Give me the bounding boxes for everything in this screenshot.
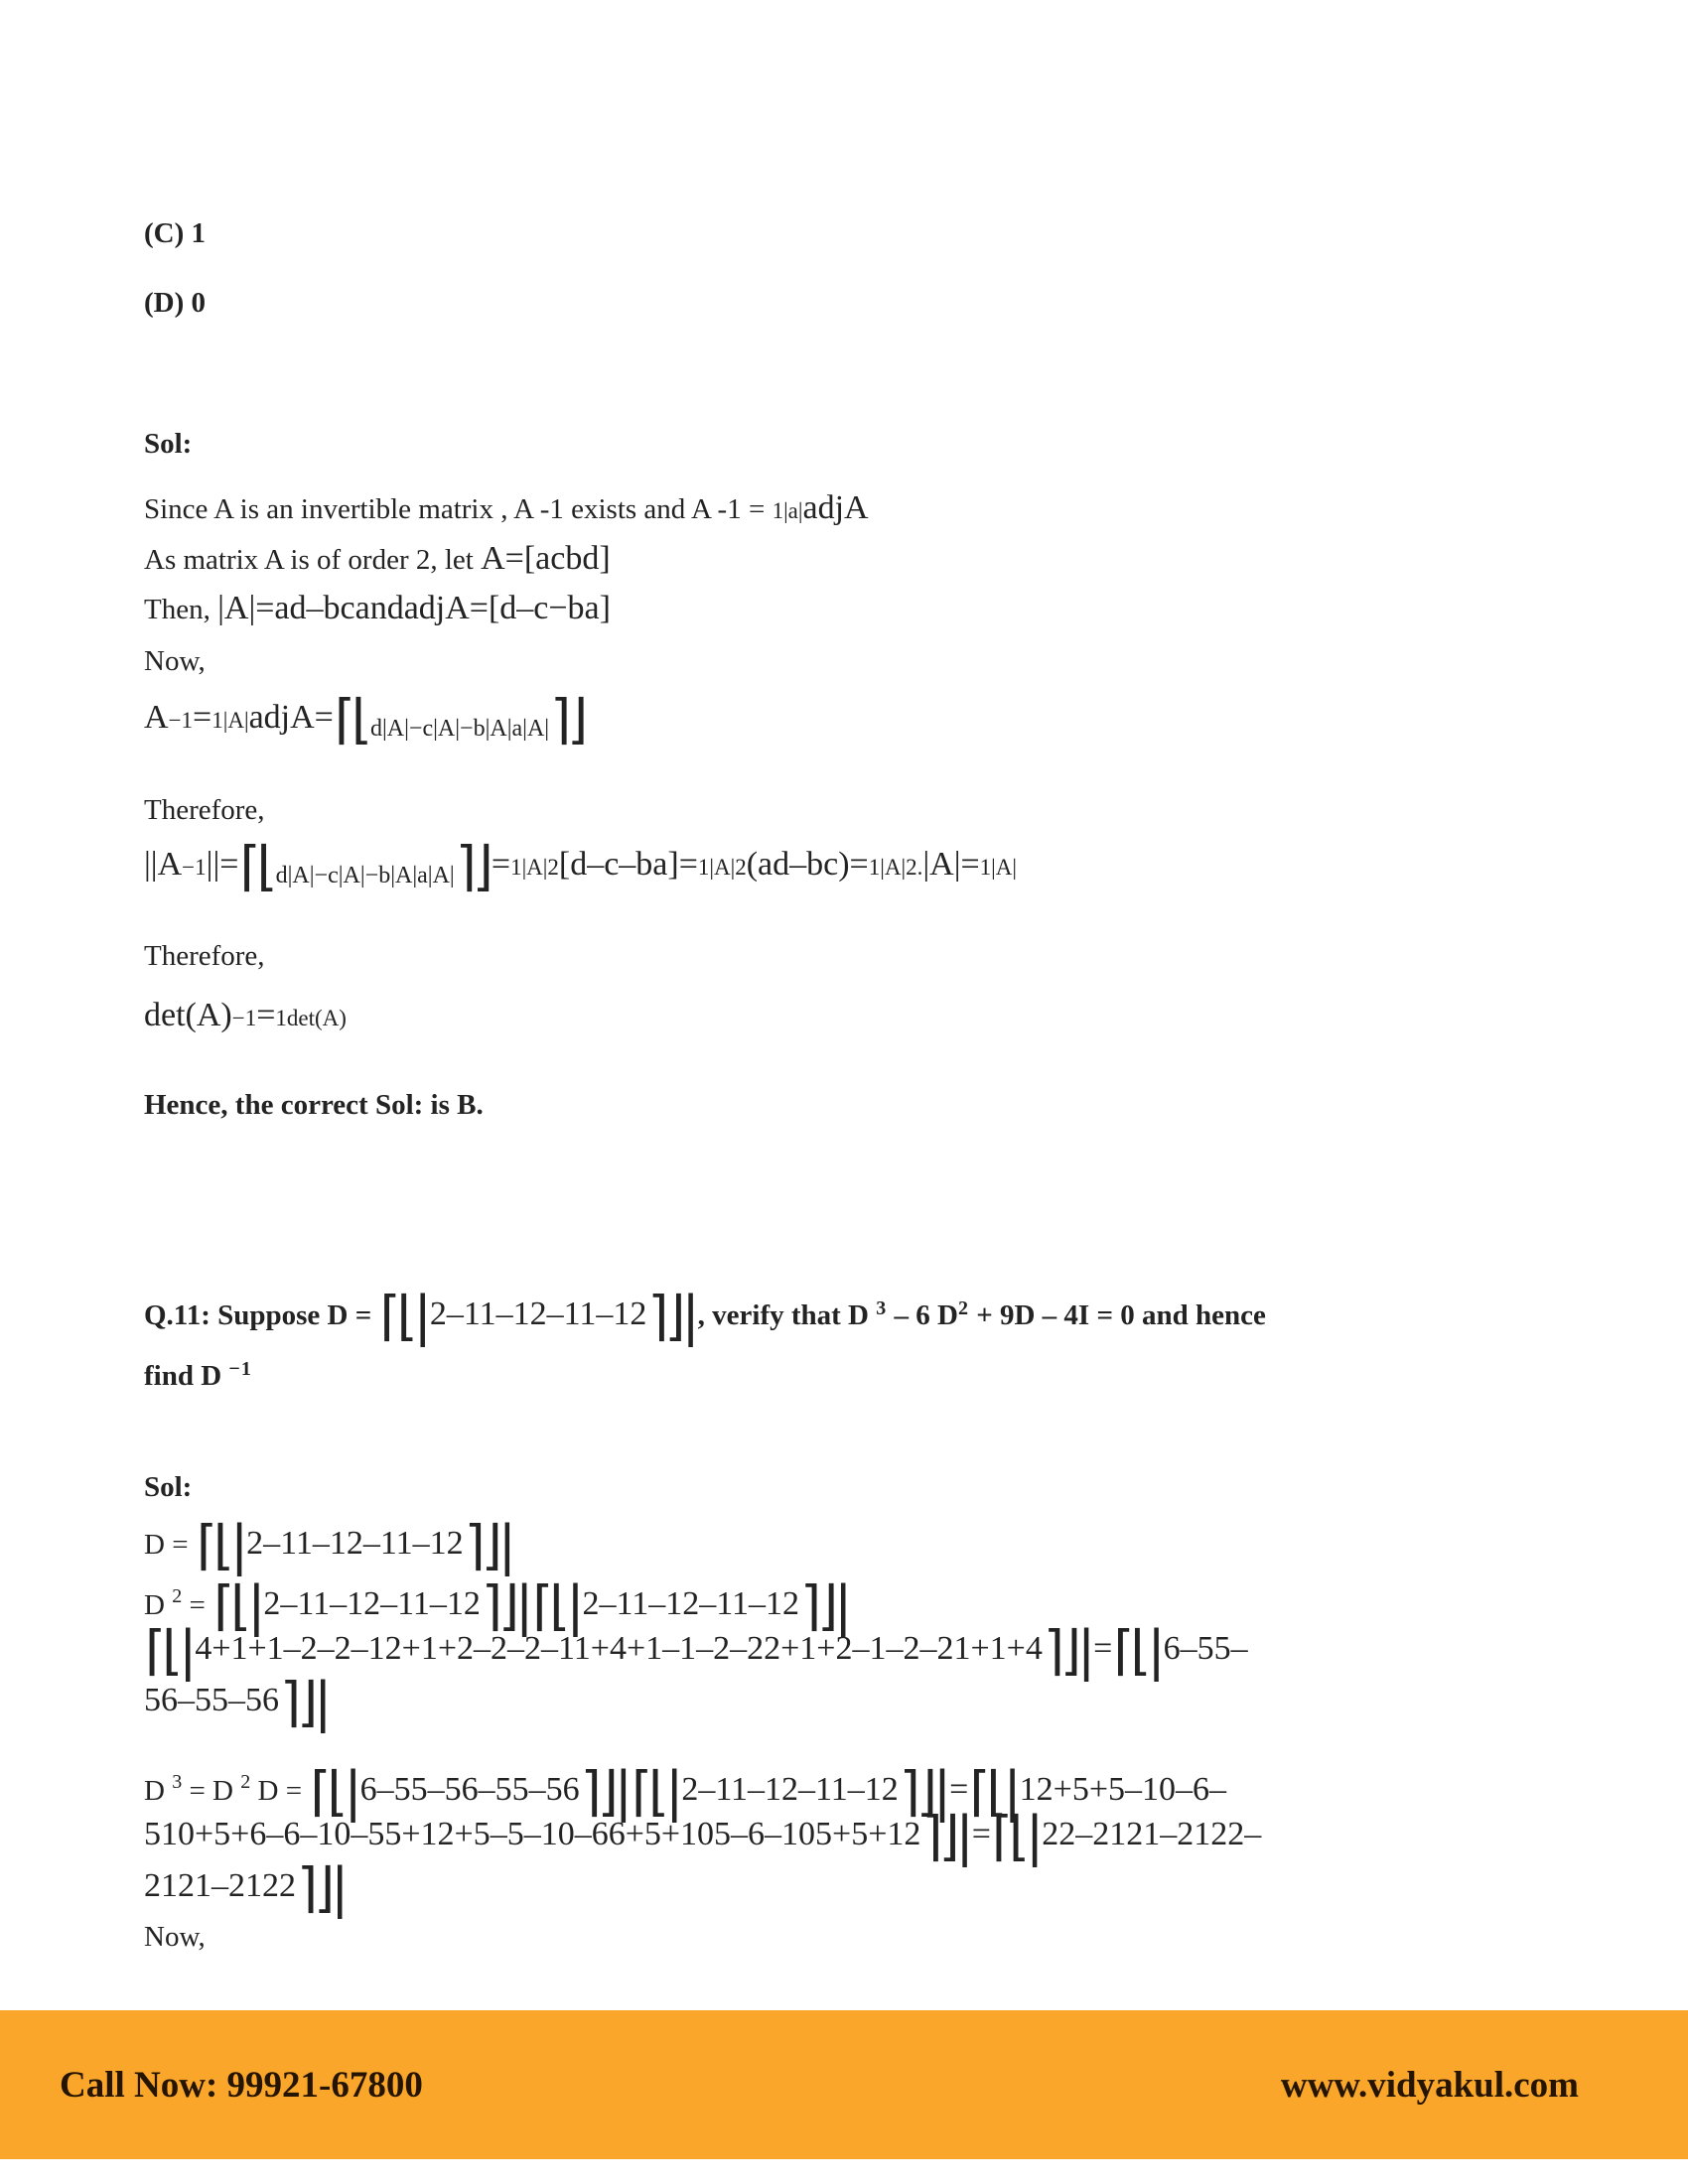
text-run: 3: [172, 1771, 183, 1793]
text-run: −1: [182, 855, 207, 880]
text-run: 2–11–12–11–12: [582, 1585, 800, 1622]
d-line: [144, 1514, 514, 1576]
text-run: Sol:: [144, 1471, 193, 1503]
footer-bar: [0, 2010, 1688, 2159]
matrix-bracket-glyph: ⌉⌋|: [921, 1805, 970, 1867]
text-run: D: [144, 1775, 173, 1807]
text-run: =: [949, 1771, 969, 1808]
text-run: −1: [231, 1006, 257, 1030]
text-run: 2–11–12–11–12: [263, 1585, 481, 1622]
text-run: Therefore,: [144, 940, 265, 972]
matrix-bracket-glyph: ⌈⌊|: [969, 1760, 1018, 1823]
matrix-bracket-glyph: ⌉⌋|: [580, 1760, 629, 1823]
text-run: 2–11–12–11–12: [681, 1771, 899, 1808]
text-run: , verify that D: [697, 1299, 877, 1331]
text-run: ||=: [206, 846, 239, 883]
text-run: ||A: [144, 846, 183, 883]
text-run: D: [144, 1589, 173, 1621]
text-run: + 9D – 4I = 0 and hence: [968, 1299, 1266, 1331]
matrix-bracket-glyph: ⌉⌋|: [297, 1856, 346, 1919]
matrix-bracket-glyph: ⌈⌊|: [532, 1574, 581, 1637]
text-run: Hence, the correct Sol: is B.: [144, 1089, 484, 1121]
matrix-bracket-glyph: ⌉⌋|: [800, 1574, 849, 1637]
text-run: d|A|−c|A|−b|A|a|A|: [275, 863, 455, 888]
text-run: =: [491, 846, 511, 883]
matrix-bracket-glyph: ⌉⌋|: [647, 1285, 696, 1347]
text-run: 2–11–12–11–12: [246, 1525, 464, 1562]
text-run: adjA: [802, 489, 869, 526]
text-run: Therefore,: [144, 794, 265, 826]
matrix-bracket-glyph: ⌉⌋|: [1043, 1619, 1092, 1682]
text-run: A: [144, 699, 169, 736]
text-run: – 6 D: [887, 1299, 958, 1331]
text-run: 4+1+1–2–2–12+1+2–2–2–11+4+1–1–2–22+1+2–1–2–21+1+4: [195, 1630, 1043, 1667]
text-run: =: [1093, 1630, 1113, 1667]
d3-line: [144, 1759, 1226, 1823]
hence-line: [144, 1082, 484, 1133]
text-run: 1|A|2.: [868, 855, 923, 880]
matrix-bracket-glyph: ⌈⌊|: [145, 1619, 194, 1682]
text-run: 56–55–56: [144, 1682, 279, 1718]
therefore-2: [144, 933, 265, 984]
matrix-bracket-glyph: ⌈⌊|: [310, 1760, 358, 1823]
matrix-bracket-glyph: ⌈⌊: [239, 835, 274, 897]
text-run: [d–c–ba]=: [558, 846, 698, 883]
text-run: 2: [957, 1297, 969, 1319]
para-now-1: [144, 638, 206, 689]
text-run: 510+5+6–6–10–55+12+5–5–10–66+5+105–6–105+5+12: [144, 1816, 921, 1852]
text-run: find D: [144, 1360, 229, 1392]
text-run: =: [256, 997, 276, 1033]
text-run: = D: [182, 1775, 241, 1807]
text-run: Q.11: Suppose D =: [144, 1299, 379, 1331]
text-run: Then,: [144, 594, 218, 625]
text-run: 1det(A): [275, 1006, 347, 1030]
sol-heading-2: [144, 1464, 192, 1515]
text-run: (D) 0: [144, 287, 207, 319]
matrix-bracket-glyph: ⌈⌊: [334, 688, 368, 751]
text-run: Sol:: [144, 428, 193, 460]
text-run: det(A): [144, 997, 232, 1033]
text-run: (C) 1: [144, 217, 207, 249]
text-run: =: [971, 1816, 991, 1852]
matrix-bracket-glyph: ⌉⌋|: [899, 1760, 948, 1823]
formula-a-inverse-expanded: [144, 835, 1017, 898]
text-run: (ad–bc)=: [746, 846, 869, 883]
q11-line-1: [144, 1285, 1266, 1347]
matrix-bracket-glyph: ⌈⌊|: [991, 1805, 1041, 1867]
text-run: 3: [876, 1297, 888, 1319]
text-run: Now,: [144, 1921, 206, 1953]
text-run: D =: [144, 1529, 196, 1561]
para-since: [144, 485, 869, 537]
matrix-bracket-glyph: ⌈⌊|: [213, 1574, 262, 1637]
text-run: 2–11–12–11–12: [429, 1296, 647, 1332]
matrix-bracket-glyph: ⌈⌊|: [631, 1760, 680, 1823]
text-run: 1|A|: [979, 855, 1017, 880]
matrix-bracket-glyph: ⌉⌋: [455, 835, 490, 897]
text-run: A=[acbd]: [481, 540, 611, 577]
matrix-bracket-glyph: ⌉⌋|: [481, 1574, 530, 1637]
para-then: [144, 586, 611, 637]
para-now-2: [144, 1914, 206, 1965]
text-run: 22–2121–2122–: [1042, 1816, 1262, 1852]
text-run: Now,: [144, 645, 206, 677]
formula-a-inverse: [144, 688, 586, 751]
text-run: As matrix A is of order 2, let: [144, 544, 482, 576]
text-run: D =: [250, 1775, 310, 1807]
matrix-bracket-glyph: ⌉⌋|: [464, 1514, 512, 1576]
text-run: 6–55–: [1163, 1630, 1248, 1667]
footer-phone: Call Now: 99921-67800: [60, 2064, 423, 2106]
text-run: |A|=ad–bcandadjA=[d–c−ba]: [217, 590, 611, 626]
formula-det: [144, 993, 347, 1044]
text-run: 1|A|: [211, 708, 249, 733]
text-run: d|A|−c|A|−b|A|a|A|: [369, 716, 550, 742]
q11-line-2: [144, 1346, 252, 1404]
text-run: 2121–2122: [144, 1867, 296, 1904]
text-run: 2: [240, 1771, 251, 1793]
d2-line: [144, 1573, 850, 1637]
matrix-bracket-glyph: ⌉⌋: [550, 688, 585, 751]
text-run: Since A is an invertible matrix , A -1 exists and A -1 =: [144, 493, 773, 525]
text-run: =: [182, 1589, 213, 1621]
text-run: |A|=: [922, 846, 980, 883]
text-run: 1|A|2: [510, 855, 559, 880]
text-run: =: [193, 699, 212, 736]
matrix-bracket-glyph: ⌉⌋|: [280, 1671, 329, 1733]
text-run: −1: [168, 708, 194, 733]
text-run: 2: [172, 1585, 183, 1607]
sol-heading-1: [144, 421, 192, 472]
para-as-matrix: [144, 536, 611, 588]
d3-expansion-2: [144, 1856, 347, 1919]
text-run: 6–55–56–55–56: [359, 1771, 580, 1808]
matrix-bracket-glyph: ⌈⌊|: [379, 1285, 428, 1347]
d2-expansion-2: [144, 1671, 330, 1733]
option-c: [144, 210, 206, 261]
matrix-bracket-glyph: ⌈⌊|: [1113, 1619, 1162, 1682]
footer-website: www.vidyakul.com: [1280, 2064, 1579, 2106]
text-run: −1: [228, 1358, 252, 1380]
therefore-1: [144, 787, 265, 838]
matrix-bracket-glyph: ⌈⌊|: [196, 1514, 245, 1576]
text-run: 1|a|: [772, 498, 803, 523]
text-run: 1|A|2: [697, 855, 747, 880]
option-d: [144, 280, 206, 331]
text-run: adjA=: [248, 699, 334, 736]
text-run: 12+5+5–10–6–: [1019, 1771, 1226, 1808]
